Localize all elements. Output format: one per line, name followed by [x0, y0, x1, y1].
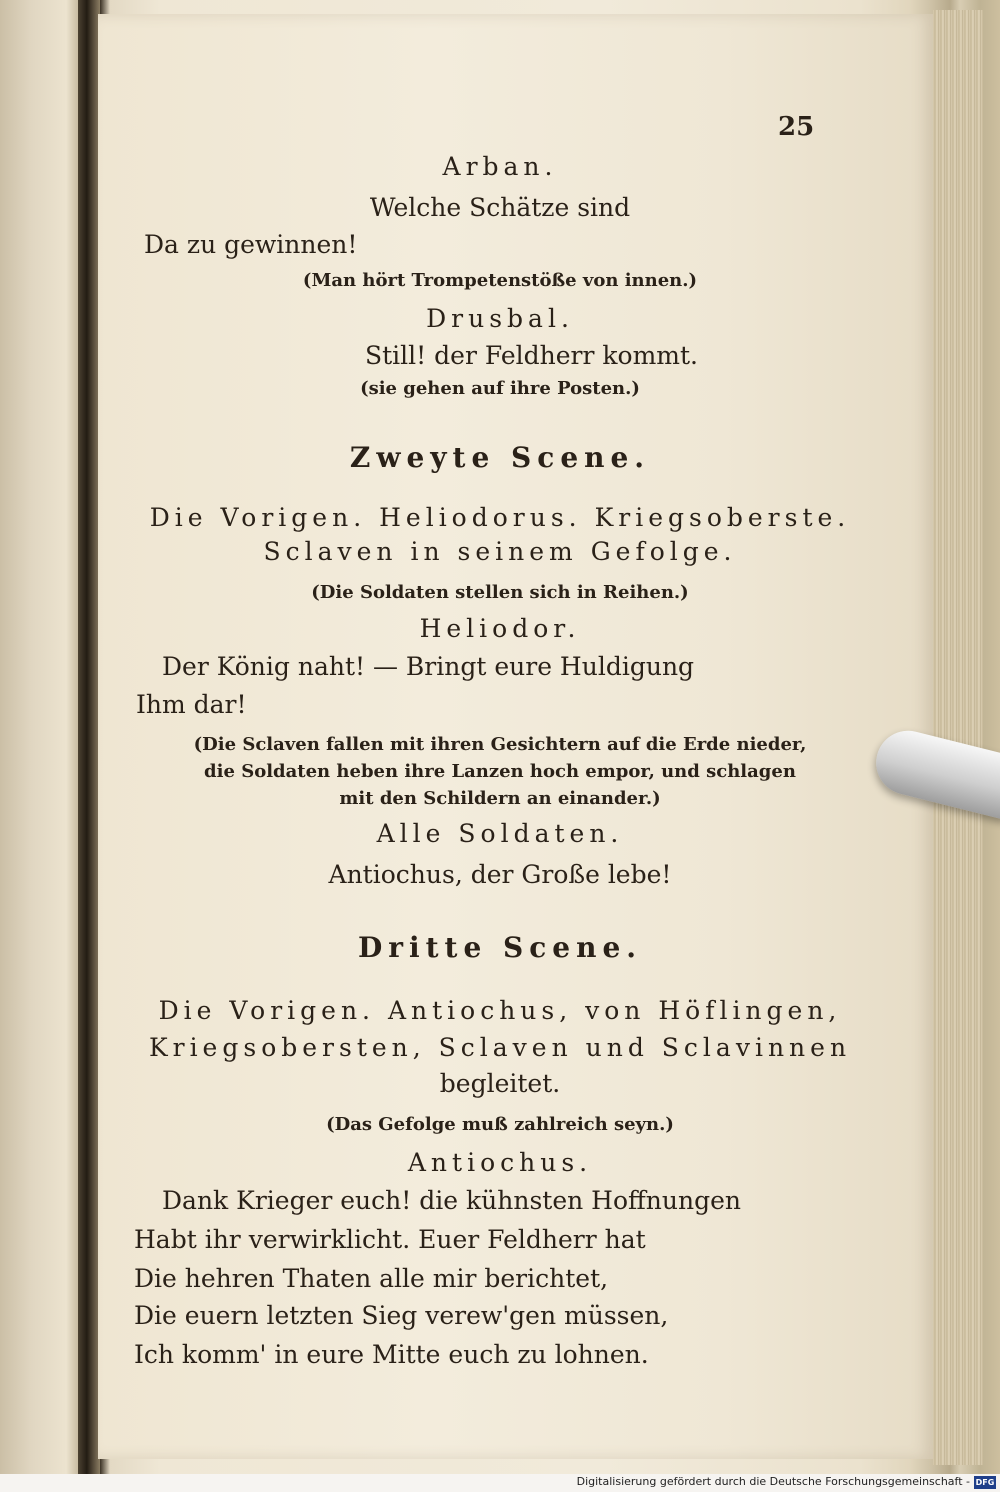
scene-heading: Zweyte Scene. [349, 441, 651, 474]
verse-line: Antiochus, der Große lebe! [328, 860, 672, 889]
cast-list: Kriegsobersten, Sclaven und Sclavinnen [148, 1033, 852, 1062]
verse-line: Still! der Feldherr kommt. [365, 341, 698, 370]
stage-direction: (Die Sclaven fallen mit ihren Gesichtern auf die Erde nieder, [193, 734, 807, 755]
verse-line: Die hehren Thaten alle mir berichtet, [134, 1264, 609, 1293]
page-number: 25 [778, 112, 815, 142]
stage-direction: die Soldaten heben ihre Lanzen hoch empor, und schlagen [204, 761, 796, 782]
cast-list: Die Vorigen. Heliodorus. Kriegsoberste. [149, 503, 851, 532]
dfg-logo: DFG [975, 1478, 995, 1487]
cast-list: Die Vorigen. Antiochus, von Höflingen, [158, 996, 842, 1025]
stage-direction: (Man hört Trompetenstöße von innen.) [302, 270, 698, 291]
verse-line: Dank Krieger euch! die kühnsten Hoffnungen [162, 1186, 741, 1215]
footer-credit: Digitalisierung gefördert durch die Deutsche Forschungsgemeinschaft - [576, 1475, 970, 1488]
verse-line: Welche Schätze sind [369, 193, 631, 222]
speaker-heliodor: Heliodor. [419, 614, 581, 643]
speaker-drusbal: Drusbal. [426, 304, 574, 333]
stage-direction: (Das Gefolge muß zahlreich seyn.) [326, 1114, 674, 1135]
verse-line: Da zu gewinnen! [144, 230, 358, 259]
speaker-antiochus: Antiochus. [407, 1148, 593, 1177]
verse-line: Die euern letzten Sieg verew'gen müssen, [134, 1301, 669, 1330]
scene-heading: Dritte Scene. [357, 931, 643, 964]
stage-direction: mit den Schildern an einander.) [339, 788, 661, 809]
cast-list: begleitet. [439, 1069, 561, 1098]
verse-line: Der König naht! — Bringt eure Huldigung [162, 652, 695, 681]
speaker-alle-soldaten: Alle Soldaten. [376, 819, 624, 848]
verse-line: Ihm dar! [136, 690, 247, 719]
stage-direction: (sie gehen auf ihre Posten.) [360, 378, 640, 399]
verse-line: Ich komm' in eure Mitte euch zu lohnen. [134, 1340, 649, 1369]
stage-direction: (Die Soldaten stellen sich in Reihen.) [311, 582, 689, 603]
speaker-arban: Arban. [442, 152, 558, 181]
verse-line: Habt ihr verwirklicht. Euer Feldherr hat [134, 1225, 646, 1254]
cast-list: Sclaven in seinem Gefolge. [263, 537, 737, 566]
